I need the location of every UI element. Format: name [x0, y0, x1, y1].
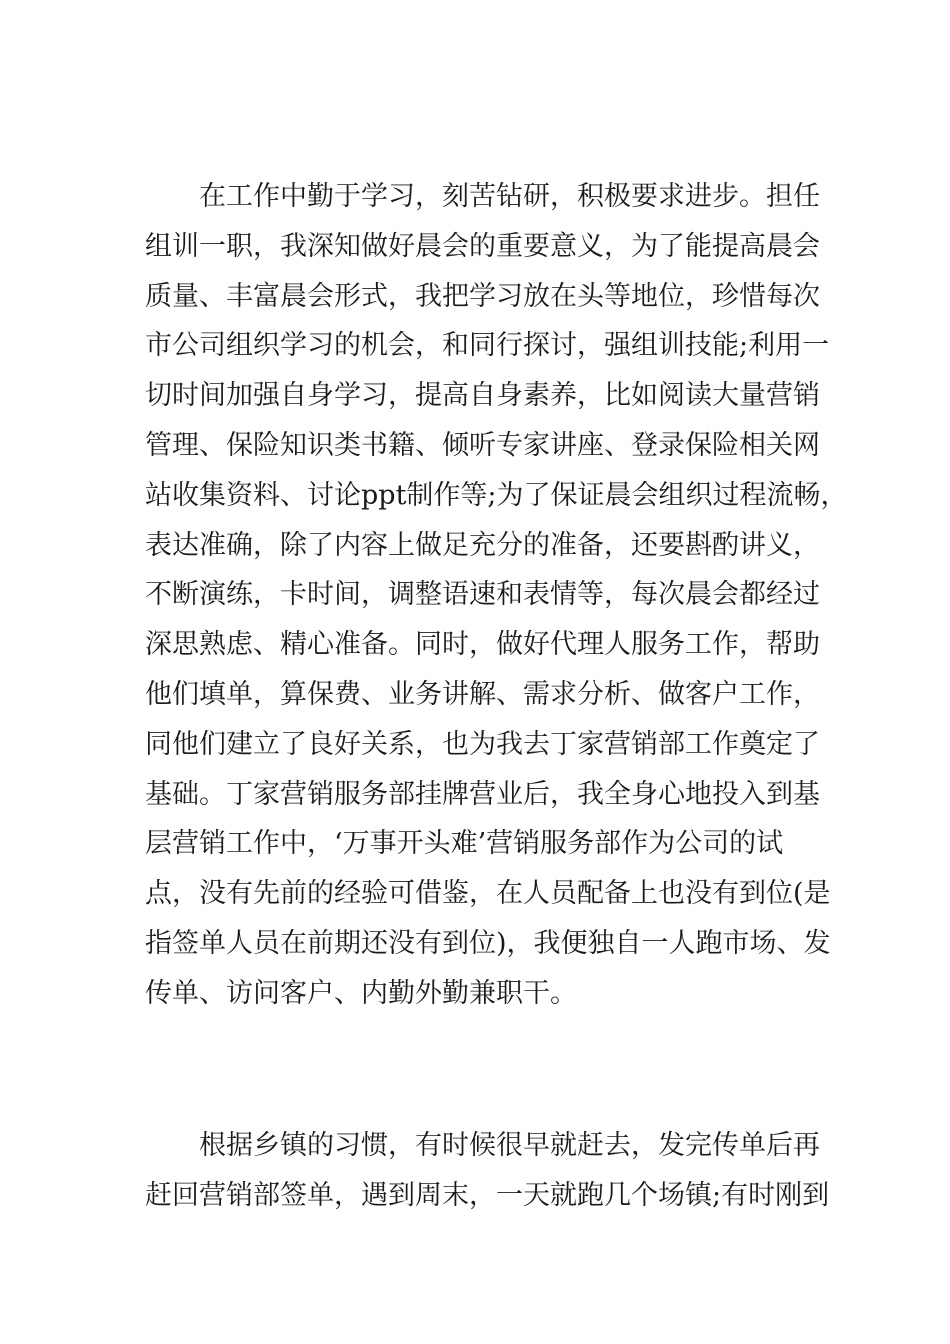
paragraph-line: 在工作中勤于学习，刻苦钻研，积极要求进步。担任 — [199, 181, 820, 212]
paragraph-line: 同他们建立了良好关系，也为我去丁家营销部工作奠定了 — [145, 728, 820, 760]
paragraph-line: 不断演练，卡时间，调整语速和表情等，每次晨会都经过 — [145, 579, 820, 611]
paragraph-line: 点，没有先前的经验可借鉴，在人员配备上也没有到位(是 — [145, 878, 831, 910]
paragraph-line: 他们填单，算保费、业务讲解、需求分析、做客户工作， — [145, 678, 820, 710]
paragraph-line: 市公司组织学习的机会，和同行探讨，强组训技能;利用一 — [145, 330, 830, 362]
paragraph-line: 质量、丰富晨会形式，我把学习放在头等地位，珍惜每次 — [145, 280, 820, 312]
paragraph-line: 指签单人员在前期还没有到位)，我便独自一人跑市场、发 — [145, 927, 831, 959]
paragraph-line: 切时间加强自身学习，提高自身素养，比如阅读大量营销 — [145, 380, 820, 412]
paragraph-line: 管理、保险知识类书籍、倾听专家讲座、登录保险相关网 — [145, 429, 820, 461]
paragraph-line: 基础。丁家营销服务部挂牌营业后，我全身心地投入到基 — [145, 778, 820, 810]
paragraph-2 — [145, 1121, 829, 1221]
paragraph-line: 层营销工作中，‘万事开头难’营销服务部作为公司的试 — [145, 828, 784, 860]
paragraph-line: 深思熟虑、精心准备。同时，做好代理人服务工作，帮助 — [145, 629, 820, 661]
paragraph-line: 传单、访问客户、内勤外勤兼职干。 — [145, 977, 577, 1009]
paragraph-line: 表达准确，除了内容上做足充分的准备，还要斟酌讲义， — [145, 529, 820, 561]
paragraph-line: 站收集资料、讨论ppt制作等;为了保证晨会组织过程流畅， — [145, 479, 848, 511]
paragraph-line: 组训一职，我深知做好晨会的重要意义，为了能提高晨会 — [145, 230, 820, 262]
paragraph-line: 赶回营销部签单，遇到周末，一天就跑几个场镇;有时刚到 — [145, 1179, 830, 1211]
paragraph-1 — [145, 172, 848, 1019]
paragraph-line: 根据乡镇的习惯，有时候很早就赶去，发完传单后再 — [199, 1130, 820, 1161]
